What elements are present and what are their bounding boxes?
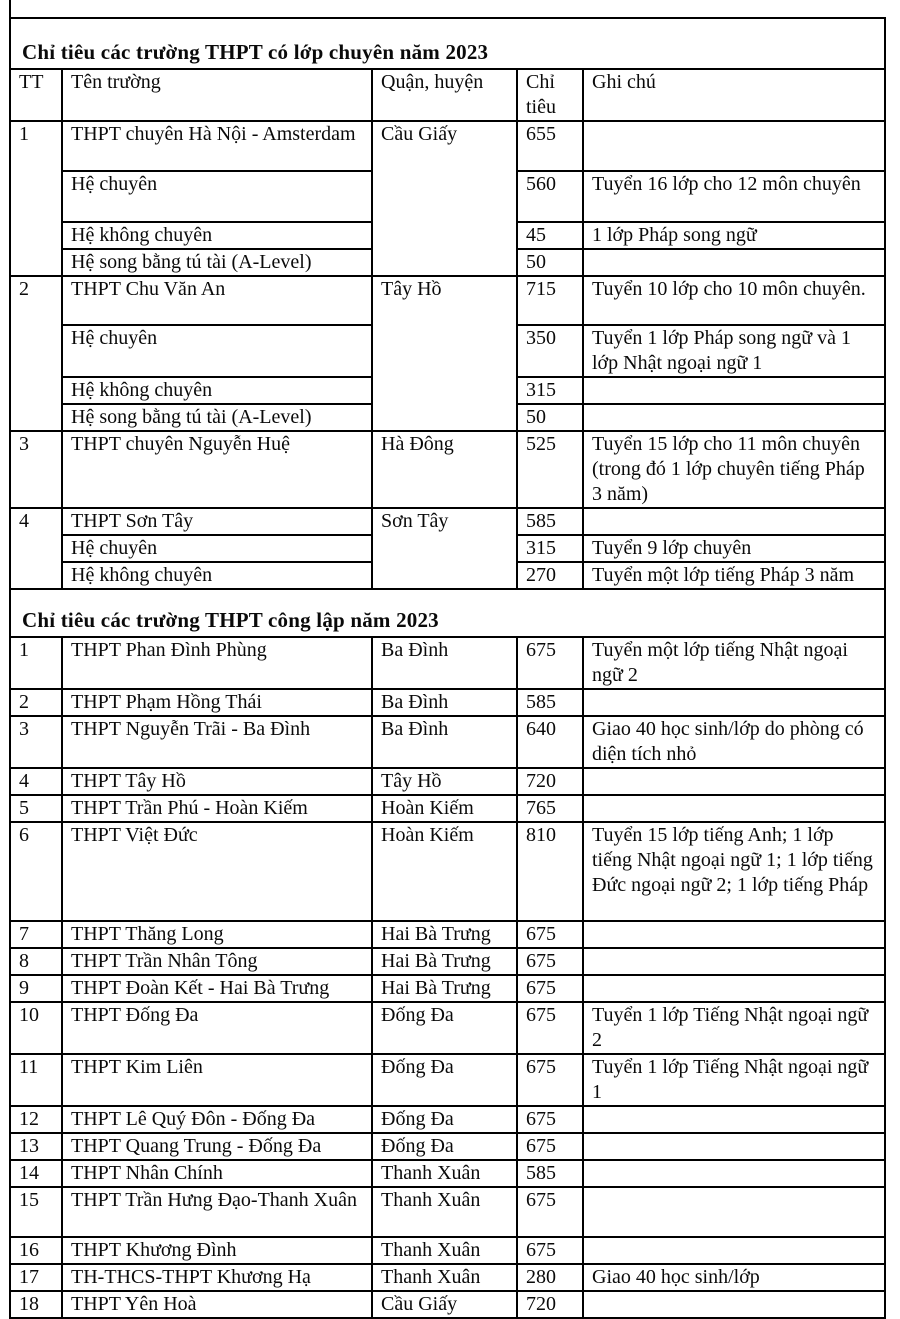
- school-name-cell: THPT Quang Trung - Đống Đa: [62, 1133, 372, 1160]
- school-name-cell: THPT Trần Hưng Đạo-Thanh Xuân: [62, 1187, 372, 1237]
- tt-cell: 14: [10, 1160, 62, 1187]
- column-header: Chỉ tiêu: [517, 69, 583, 121]
- note-cell: Giao 40 học sinh/lớp do phòng có diện tích nhỏ: [583, 716, 885, 768]
- school-name-cell: THPT Khương Đình: [62, 1237, 372, 1264]
- school-name-cell: THPT Lê Quý Đôn - Đống Đa: [62, 1106, 372, 1133]
- school-name-cell: THPT Tây Hồ: [62, 768, 372, 795]
- tt-cell: 7: [10, 921, 62, 948]
- tt-cell: 6: [10, 822, 62, 921]
- quota-cell: 270: [517, 562, 583, 589]
- school-name-cell: THPT Nhân Chính: [62, 1160, 372, 1187]
- district-cell: Thanh Xuân: [372, 1187, 517, 1237]
- tt-cell: 11: [10, 1054, 62, 1106]
- note-cell: [583, 249, 885, 276]
- district-cell: Cầu Giấy: [372, 121, 517, 276]
- tt-cell: 18: [10, 1291, 62, 1318]
- table-row: [10, 1187, 885, 1237]
- quota-cell: 640: [517, 716, 583, 768]
- tt-cell: 10: [10, 1002, 62, 1054]
- note-cell: [583, 795, 885, 822]
- document-page: [9, 17, 885, 1319]
- note-cell: [583, 1106, 885, 1133]
- quota-table: [9, 17, 886, 1319]
- note-cell: Tuyển một lớp tiếng Pháp 3 năm: [583, 562, 885, 589]
- district-cell: Thanh Xuân: [372, 1160, 517, 1187]
- tt-cell: 13: [10, 1133, 62, 1160]
- note-cell: [583, 689, 885, 716]
- quota-cell: 315: [517, 535, 583, 562]
- district-cell: Hoàn Kiếm: [372, 795, 517, 822]
- tt-cell: 9: [10, 975, 62, 1002]
- tt-cell: 5: [10, 795, 62, 822]
- table-row: [10, 689, 885, 716]
- note-cell: Tuyển 1 lớp Pháp song ngữ và 1 lớp Nhật ngoại ngữ 1: [583, 325, 885, 377]
- tt-cell: 4: [10, 508, 62, 589]
- tt-cell: 2: [10, 276, 62, 431]
- quota-cell: 675: [517, 921, 583, 948]
- note-cell: [583, 377, 885, 404]
- quota-cell: 720: [517, 768, 583, 795]
- school-name-cell: THPT Đoàn Kết - Hai Bà Trưng: [62, 975, 372, 1002]
- quota-cell: 675: [517, 1054, 583, 1106]
- district-cell: Tây Hồ: [372, 768, 517, 795]
- quota-cell: 675: [517, 1187, 583, 1237]
- school-name-cell: THPT Việt Đức: [62, 822, 372, 921]
- school-name-cell: THPT Trần Nhân Tông: [62, 948, 372, 975]
- table-row: [10, 1237, 885, 1264]
- table-row: [10, 1264, 885, 1291]
- district-cell: Đống Đa: [372, 1133, 517, 1160]
- tt-cell: 1: [10, 637, 62, 689]
- quota-cell: 560: [517, 171, 583, 222]
- note-cell: [583, 768, 885, 795]
- tt-cell: 2: [10, 689, 62, 716]
- school-name-cell: Hệ chuyên: [62, 325, 372, 377]
- district-cell: Hai Bà Trưng: [372, 975, 517, 1002]
- note-cell: Tuyển 9 lớp chuyên: [583, 535, 885, 562]
- school-name-cell: THPT Phạm Hồng Thái: [62, 689, 372, 716]
- district-cell: Ba Đình: [372, 716, 517, 768]
- school-name-cell: THPT chuyên Nguyễn Huệ: [62, 431, 372, 508]
- district-cell: Đống Đa: [372, 1002, 517, 1054]
- district-cell: Hai Bà Trưng: [372, 948, 517, 975]
- school-name-cell: TH-THCS-THPT Khương Hạ: [62, 1264, 372, 1291]
- district-cell: Hoàn Kiếm: [372, 822, 517, 921]
- section-title-row: [10, 589, 885, 637]
- quota-cell: 675: [517, 1002, 583, 1054]
- section-title-row: [10, 18, 885, 69]
- tt-cell: 17: [10, 1264, 62, 1291]
- quota-cell: 720: [517, 1291, 583, 1318]
- quota-cell: 715: [517, 276, 583, 325]
- note-cell: [583, 948, 885, 975]
- school-name-cell: Hệ không chuyên: [62, 377, 372, 404]
- district-cell: Đống Đa: [372, 1054, 517, 1106]
- note-cell: Tuyển 15 lớp cho 11 môn chuyên (trong đó 1 lớp chuyên tiếng Pháp 3 năm): [583, 431, 885, 508]
- quota-cell: 50: [517, 249, 583, 276]
- note-cell: [583, 121, 885, 171]
- school-name-cell: Hệ không chuyên: [62, 222, 372, 249]
- quota-cell: 50: [517, 404, 583, 431]
- note-cell: [583, 1187, 885, 1237]
- note-cell: Tuyển 16 lớp cho 12 môn chuyên: [583, 171, 885, 222]
- table-row: [10, 948, 885, 975]
- district-cell: Đống Đa: [372, 1106, 517, 1133]
- table-row: [10, 768, 885, 795]
- school-name-cell: Hệ chuyên: [62, 535, 372, 562]
- school-name-cell: THPT chuyên Hà Nội - Amsterdam: [62, 121, 372, 171]
- quota-cell: 675: [517, 975, 583, 1002]
- quota-cell: 675: [517, 637, 583, 689]
- quota-cell: 765: [517, 795, 583, 822]
- tt-cell: 4: [10, 768, 62, 795]
- header-row: [10, 69, 885, 121]
- table-row: [10, 637, 885, 689]
- quota-cell: 45: [517, 222, 583, 249]
- column-header: Ghi chú: [583, 69, 885, 121]
- tt-cell: 1: [10, 121, 62, 276]
- quota-cell: 675: [517, 1133, 583, 1160]
- school-name-cell: Hệ chuyên: [62, 171, 372, 222]
- school-name-cell: THPT Nguyễn Trãi - Ba Đình: [62, 716, 372, 768]
- tt-cell: 12: [10, 1106, 62, 1133]
- note-cell: 1 lớp Pháp song ngữ: [583, 222, 885, 249]
- quota-cell: 655: [517, 121, 583, 171]
- table-row: [10, 1054, 885, 1106]
- quota-cell: 315: [517, 377, 583, 404]
- table-row: [10, 508, 885, 535]
- school-name-cell: THPT Thăng Long: [62, 921, 372, 948]
- quota-cell: 675: [517, 1106, 583, 1133]
- quota-table-body: [10, 18, 885, 1318]
- quota-cell: 675: [517, 1237, 583, 1264]
- section-title: Chỉ tiêu các trường THPT có lớp chuyên năm 2023: [10, 18, 885, 69]
- school-name-cell: Hệ song bằng tú tài (A-Level): [62, 404, 372, 431]
- school-name-cell: Hệ không chuyên: [62, 562, 372, 589]
- district-cell: Thanh Xuân: [372, 1264, 517, 1291]
- tt-cell: 8: [10, 948, 62, 975]
- tt-cell: 3: [10, 716, 62, 768]
- school-name-cell: THPT Yên Hoà: [62, 1291, 372, 1318]
- quota-cell: 585: [517, 1160, 583, 1187]
- table-row: [10, 1133, 885, 1160]
- quota-cell: 350: [517, 325, 583, 377]
- table-row: [10, 121, 885, 171]
- note-cell: [583, 1237, 885, 1264]
- note-cell: [583, 1291, 885, 1318]
- district-cell: Ba Đình: [372, 637, 517, 689]
- district-cell: Hai Bà Trưng: [372, 921, 517, 948]
- district-cell: Tây Hồ: [372, 276, 517, 431]
- school-name-cell: THPT Chu Văn An: [62, 276, 372, 325]
- note-cell: Tuyển một lớp tiếng Nhật ngoại ngữ 2: [583, 637, 885, 689]
- table-row: [10, 1160, 885, 1187]
- table-row: [10, 716, 885, 768]
- school-name-cell: THPT Đống Đa: [62, 1002, 372, 1054]
- section-title: Chỉ tiêu các trường THPT công lập năm 2023: [10, 589, 885, 637]
- quota-cell: 675: [517, 948, 583, 975]
- note-cell: [583, 975, 885, 1002]
- column-header: Tên trường: [62, 69, 372, 121]
- school-name-cell: THPT Trần Phú - Hoàn Kiếm: [62, 795, 372, 822]
- tt-cell: 3: [10, 431, 62, 508]
- quota-cell: 585: [517, 508, 583, 535]
- school-name-cell: THPT Sơn Tây: [62, 508, 372, 535]
- quota-cell: 810: [517, 822, 583, 921]
- quota-cell: 280: [517, 1264, 583, 1291]
- table-row: [10, 1106, 885, 1133]
- note-cell: [583, 404, 885, 431]
- table-row: [10, 1291, 885, 1318]
- district-cell: Sơn Tây: [372, 508, 517, 589]
- note-cell: [583, 1160, 885, 1187]
- tt-cell: 15: [10, 1187, 62, 1237]
- table-row: [10, 276, 885, 325]
- note-cell: [583, 508, 885, 535]
- table-row: [10, 795, 885, 822]
- note-cell: Tuyển 10 lớp cho 10 môn chuyên.: [583, 276, 885, 325]
- school-name-cell: THPT Phan Đình Phùng: [62, 637, 372, 689]
- note-cell: Tuyển 1 lớp Tiếng Nhật ngoại ngữ 1: [583, 1054, 885, 1106]
- district-cell: Hà Đông: [372, 431, 517, 508]
- tt-cell: 16: [10, 1237, 62, 1264]
- district-cell: Ba Đình: [372, 689, 517, 716]
- note-cell: Tuyển 15 lớp tiếng Anh; 1 lớp tiếng Nhật ngoại ngữ 1; 1 lớp tiếng Đức ngoại ngữ 2; 1 lớp tiếng Pháp: [583, 822, 885, 921]
- column-header: Quận, huyện: [372, 69, 517, 121]
- note-cell: Giao 40 học sinh/lớp: [583, 1264, 885, 1291]
- table-row: [10, 1002, 885, 1054]
- school-name-cell: THPT Kim Liên: [62, 1054, 372, 1106]
- quota-cell: 525: [517, 431, 583, 508]
- table-row: [10, 822, 885, 921]
- note-cell: [583, 1133, 885, 1160]
- quota-cell: 585: [517, 689, 583, 716]
- district-cell: Thanh Xuân: [372, 1237, 517, 1264]
- table-row: [10, 431, 885, 508]
- table-row: [10, 975, 885, 1002]
- table-row: [10, 921, 885, 948]
- district-cell: Cầu Giấy: [372, 1291, 517, 1318]
- column-header: TT: [10, 69, 62, 121]
- note-cell: Tuyển 1 lớp Tiếng Nhật ngoại ngữ 2: [583, 1002, 885, 1054]
- note-cell: [583, 921, 885, 948]
- school-name-cell: Hệ song bằng tú tài (A-Level): [62, 249, 372, 276]
